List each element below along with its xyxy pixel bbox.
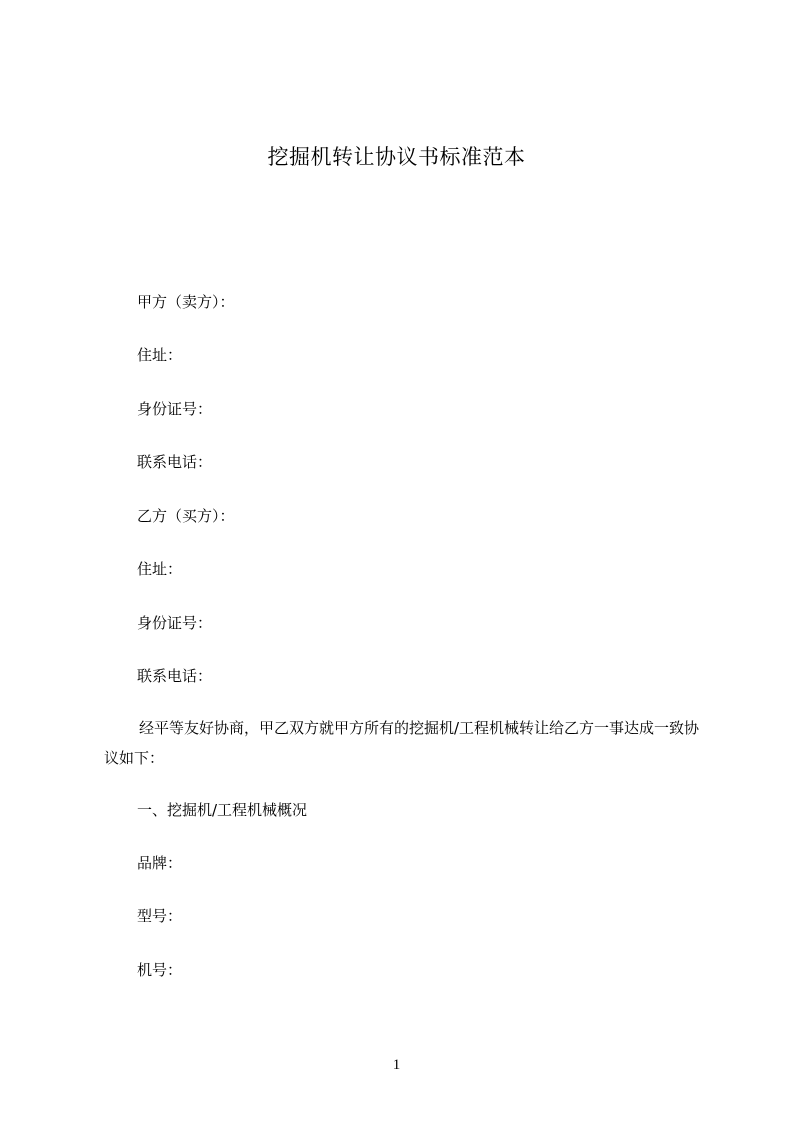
intro-paragraph: 经平等友好协商，甲乙双方就甲方所有的挖掘机/工程机械转让给乙方一事达成一致协议如下： [104,719,700,767]
party-b-phone-label: 联系电话： [137,667,213,685]
document-title: 挖掘机转让协议书标准范本 [267,145,526,169]
party-a-address-label: 住址： [137,346,183,364]
party-a-id-label: 身份证号： [137,400,213,418]
machine-number-label: 机号： [137,961,183,979]
party-a-label: 甲方（卖方）： [137,293,235,311]
party-b-label: 乙方（买方）： [137,507,235,525]
party-b-address-label: 住址： [137,560,183,578]
section-1-heading: 一、挖掘机/工程机械概况 [137,801,308,819]
brand-label: 品牌： [137,854,183,872]
party-a-phone-label: 联系电话： [137,453,213,471]
party-b-id-label: 身份证号： [137,614,213,632]
page-number: 1 [392,1057,401,1073]
model-label: 型号： [137,907,183,925]
